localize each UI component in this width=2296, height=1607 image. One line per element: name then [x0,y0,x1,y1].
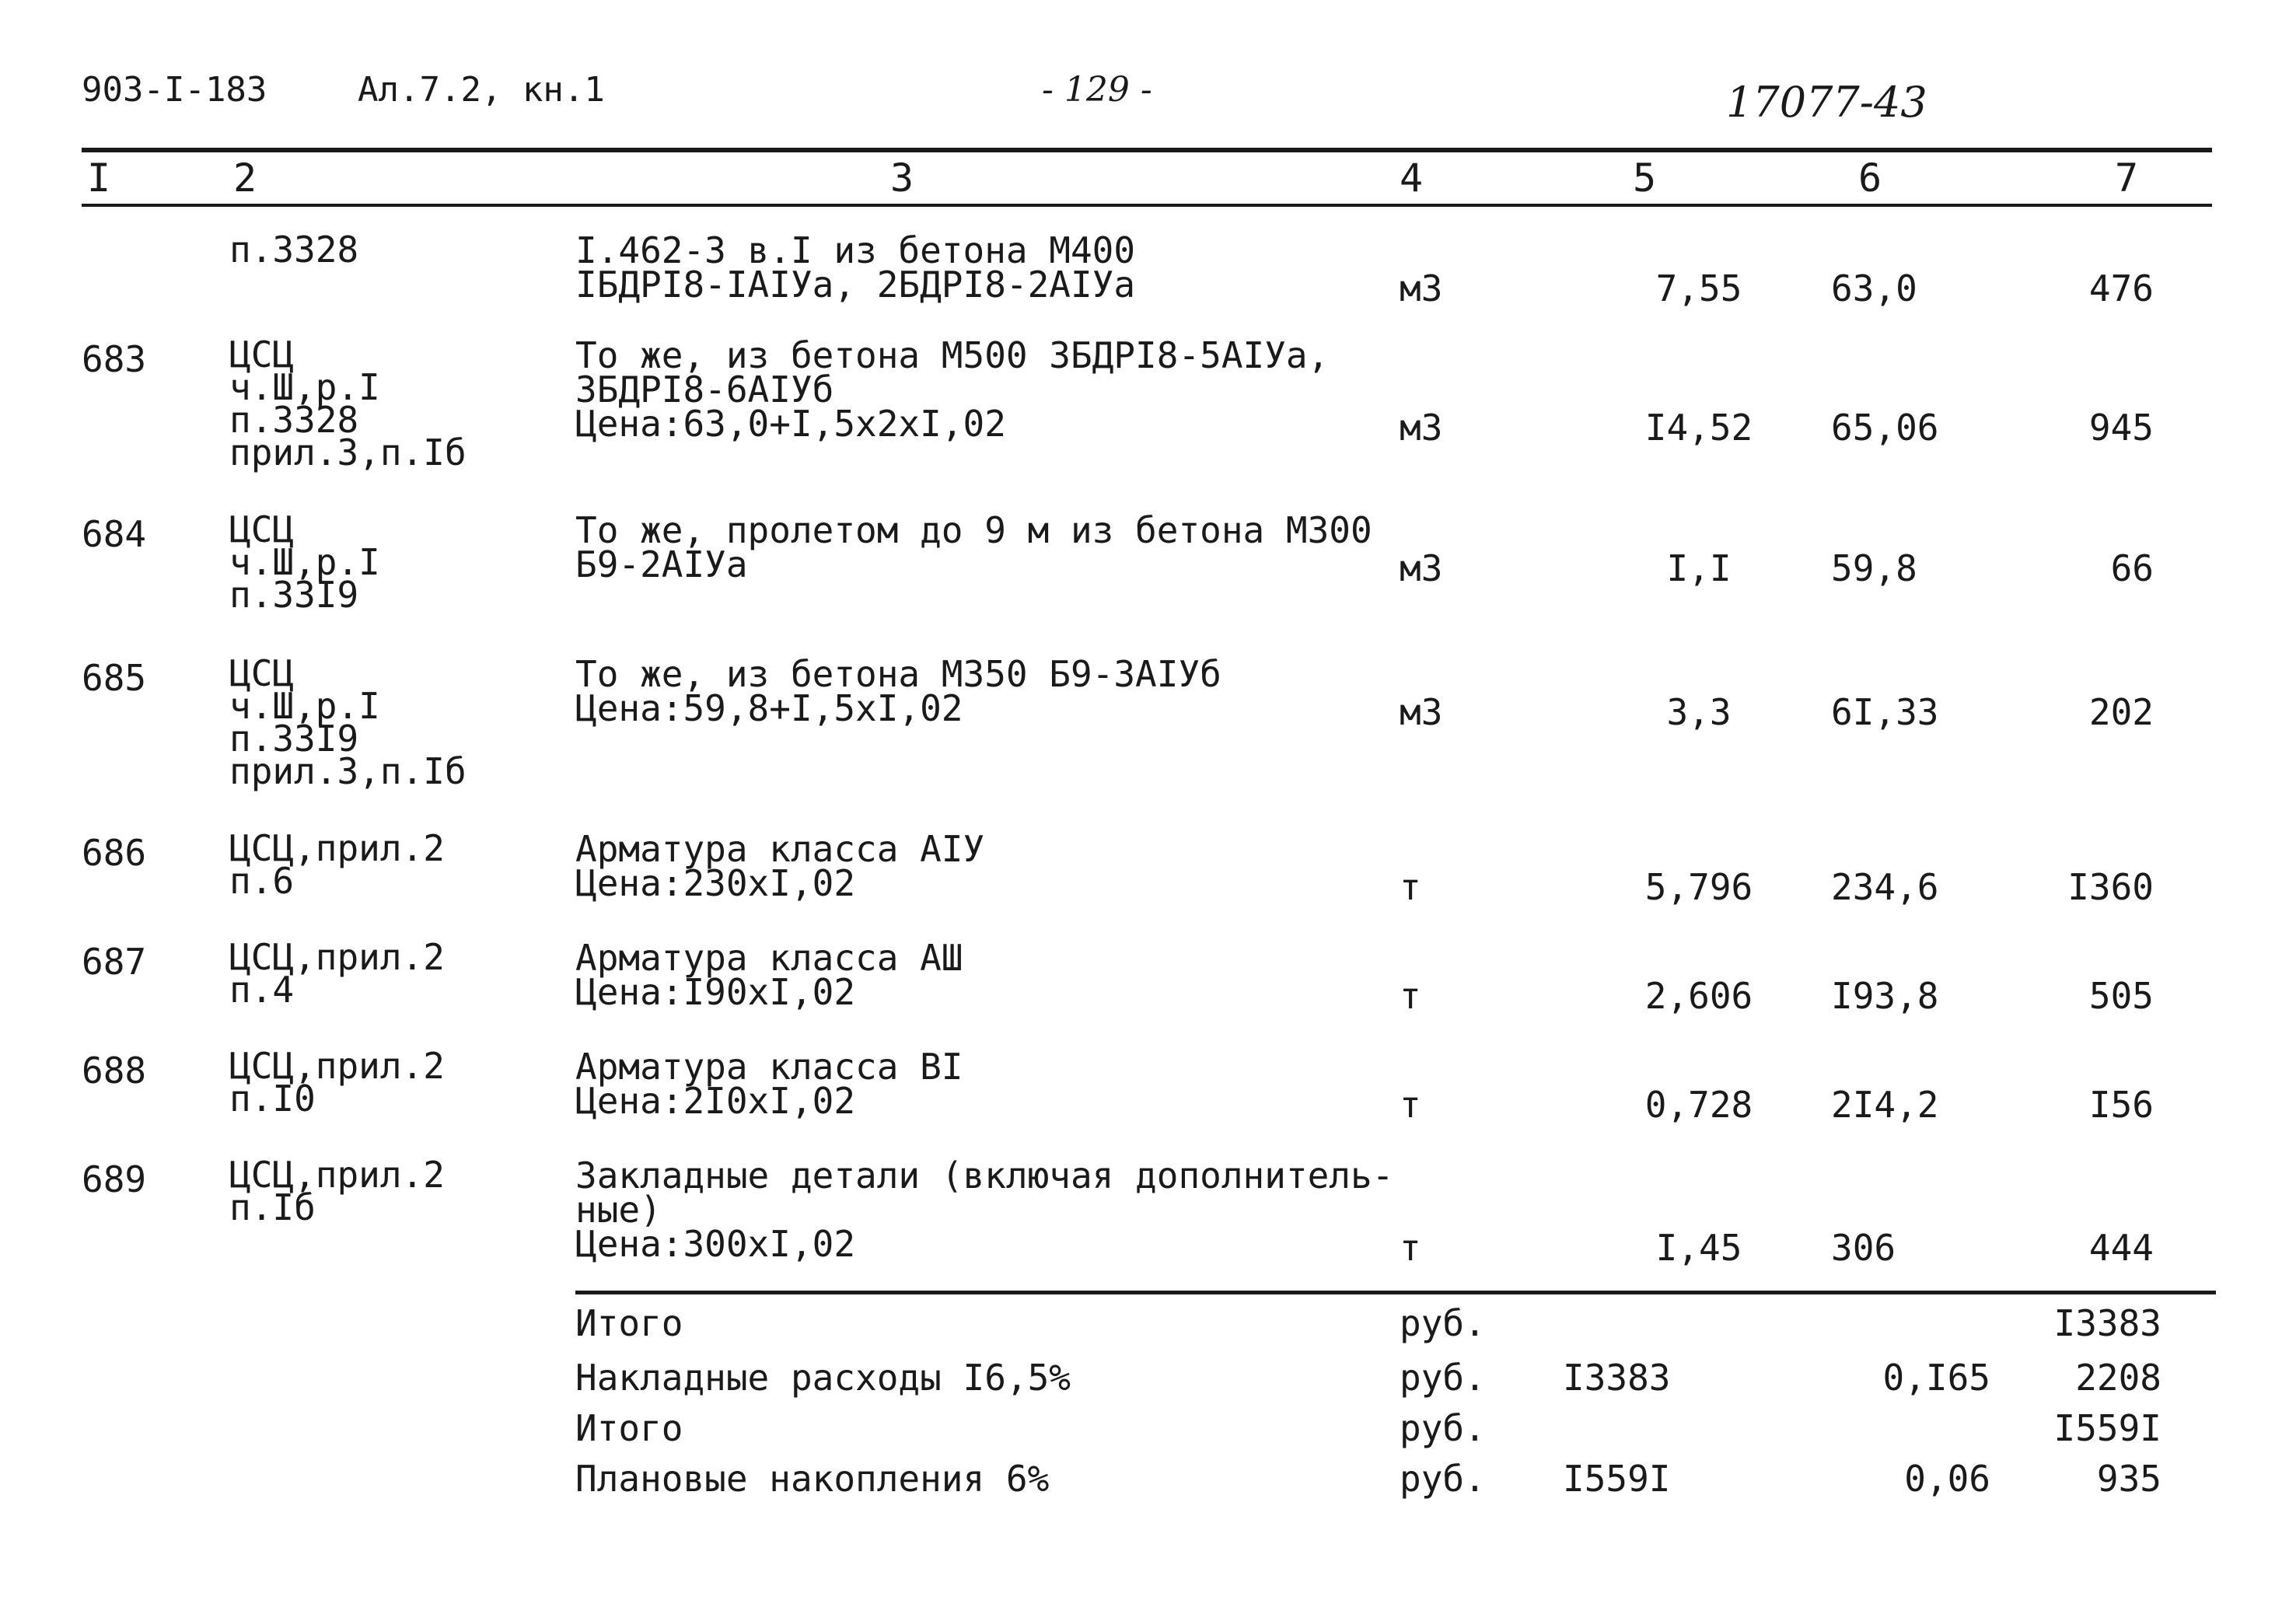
row-number: 686 [82,832,147,874]
description-line: То же, пролетом до 9 м из бетона М300 [575,509,1372,551]
totals-row [0,1458,2296,1504]
total-cost: 444 [2088,1227,2154,1269]
unit: т [1400,866,1421,908]
source-line: ЦСЦ [229,508,295,550]
quantity: 2,606 [1644,975,1753,1017]
source-reference [229,1154,445,1228]
unit: т [1400,1227,1421,1269]
source-line: ЦСЦ,прил.2 [229,936,445,978]
column-number-7: 7 [2115,155,2139,201]
item-description [575,653,1221,729]
total-cost: I56 [2088,1084,2154,1126]
source-line: прил.3,п.Iб [229,431,467,473]
source-line: п.I0 [229,1078,316,1120]
quantity: 7,55 [1655,267,1742,309]
source-reference [229,1045,445,1120]
unit-price: 2I4,2 [1831,1084,1939,1126]
unit-price: 6I,33 [1831,691,1939,733]
unit: м3 [1400,407,1443,449]
totals-base: I3383 [1563,1357,1671,1399]
quantity: I,45 [1655,1227,1742,1269]
source-reference [229,652,467,792]
totals-value: 2208 [2075,1357,2161,1399]
quantity: 3,3 [1666,691,1732,733]
totals-unit: руб. [1400,1458,1486,1500]
quantity: I,I [1666,547,1732,589]
source-line: п.3328 [229,399,359,441]
item-description [575,828,985,904]
row-number: 685 [82,657,147,699]
row-number: 687 [82,941,147,983]
item-description [575,1046,963,1122]
totals-label: Плановые накопления 6% [575,1458,1050,1500]
total-cost: I360 [2067,866,2154,908]
row-number: 688 [82,1050,147,1092]
column-number-6: 6 [1858,155,1882,201]
totals-value: I559I [2053,1407,2161,1449]
total-cost: 505 [2088,975,2154,1017]
column-number-4: 4 [1400,155,1424,201]
source-line: п.33I9 [229,574,359,616]
header-bottom-rule [82,204,2212,207]
totals-label: Итого [575,1407,683,1449]
description-line: Арматура класса ВI [575,1046,963,1088]
source-line: ЦСЦ,прил.2 [229,1045,445,1087]
quantity: I4,52 [1644,407,1753,449]
total-cost: 66 [2110,547,2154,589]
total-cost: 476 [2088,267,2154,309]
source-line: ЦСЦ [229,652,295,694]
row-number: 683 [82,338,147,380]
source-line: п.3328 [229,229,359,271]
totals-unit: руб. [1400,1407,1486,1449]
source-line: ч.Ш,р.I [229,541,380,583]
item-description [575,1155,1394,1265]
quantity: 0,728 [1644,1084,1753,1126]
totals-row [0,1407,2296,1454]
column-number-1: I [87,155,111,201]
archive-number: 17077-43 [1726,78,1927,127]
unit: т [1400,975,1421,1017]
unit-price: I93,8 [1831,975,1939,1017]
unit-price: 63,0 [1831,267,1917,309]
source-reference [229,508,380,616]
description-line: Цена:I90хI,02 [575,971,856,1013]
document-code: 903-I-183 [82,70,267,110]
unit-price: 306 [1831,1227,1896,1269]
source-line: ЦСЦ [229,334,295,376]
description-line: ные) [575,1189,662,1231]
totals-value: 935 [2096,1458,2161,1500]
description-line: Б9-2АIУа [575,543,748,585]
column-number-2: 2 [233,155,257,201]
page-number: - 129 - [1042,70,1152,110]
totals-rule [575,1291,2216,1294]
description-line: Арматура класса АIУ [575,828,985,870]
source-reference [229,936,445,1011]
description-line: 3БДРI8-6АIУб [575,369,834,410]
source-reference [229,334,467,473]
source-reference [229,827,445,902]
unit: т [1400,1084,1421,1126]
description-line: Закладные детали (включая дополнитель- [575,1155,1394,1197]
description-line: Цена:2I0хI,02 [575,1080,856,1122]
description-line: I.462-3 в.I из бетона М400 [575,229,1136,271]
unit-price: 65,06 [1831,407,1939,449]
totals-row [0,1302,2296,1349]
column-number-3: 3 [890,155,914,201]
quantity: 5,796 [1644,866,1753,908]
totals-row [0,1357,2296,1403]
column-number-5: 5 [1633,155,1657,201]
row-number: 689 [82,1158,147,1200]
description-line: То же, из бетона М350 Б9-3АIУб [575,653,1221,695]
source-line: п.33I9 [229,718,359,760]
totals-label: Итого [575,1302,683,1344]
source-line: п.4 [229,969,295,1011]
description-line: Цена:300хI,02 [575,1223,856,1265]
unit: м3 [1400,267,1443,309]
source-line: ЦСЦ,прил.2 [229,1154,445,1196]
item-description [575,937,963,1013]
header-top-rule [82,148,2212,152]
source-line: п.Iб [229,1186,316,1228]
row-number: 684 [82,513,147,555]
description-line: Арматура класса АШ [575,937,963,979]
totals-unit: руб. [1400,1357,1486,1399]
totals-unit: руб. [1400,1302,1486,1344]
unit-price: 234,6 [1831,866,1939,908]
item-description [575,334,1330,445]
totals-rate: 0,06 [1904,1458,1990,1500]
unit: м3 [1400,691,1443,733]
totals-base: I559I [1563,1458,1671,1500]
unit-price: 59,8 [1831,547,1917,589]
item-description [575,509,1372,585]
source-line: п.6 [229,860,295,902]
source-line: ЦСЦ,прил.2 [229,827,445,869]
source-line: ч.Ш,р.I [229,685,380,727]
source-reference [229,229,359,271]
total-cost: 945 [2088,407,2154,449]
unit: м3 [1400,547,1443,589]
totals-rate: 0,I65 [1882,1357,1990,1399]
description-line: Цена:230хI,02 [575,862,856,904]
description-line: Цена:63,0+I,5х2хI,02 [575,403,1006,445]
item-description [575,229,1136,306]
album-reference: Ал.7.2, кн.1 [358,70,605,110]
description-line: IБДРI8-IАIУа, 2БДРI8-2АIУа [575,264,1136,306]
description-line: То же, из бетона М500 3БДРI8-5АIУа, [575,334,1330,376]
description-line: Цена:59,8+I,5хI,02 [575,687,963,729]
totals-label: Накладные расходы I6,5% [575,1357,1071,1399]
totals-value: I3383 [2053,1302,2161,1344]
source-line: ч.Ш,р.I [229,366,380,408]
source-line: прил.3,п.Iб [229,750,467,792]
total-cost: 202 [2088,691,2154,733]
